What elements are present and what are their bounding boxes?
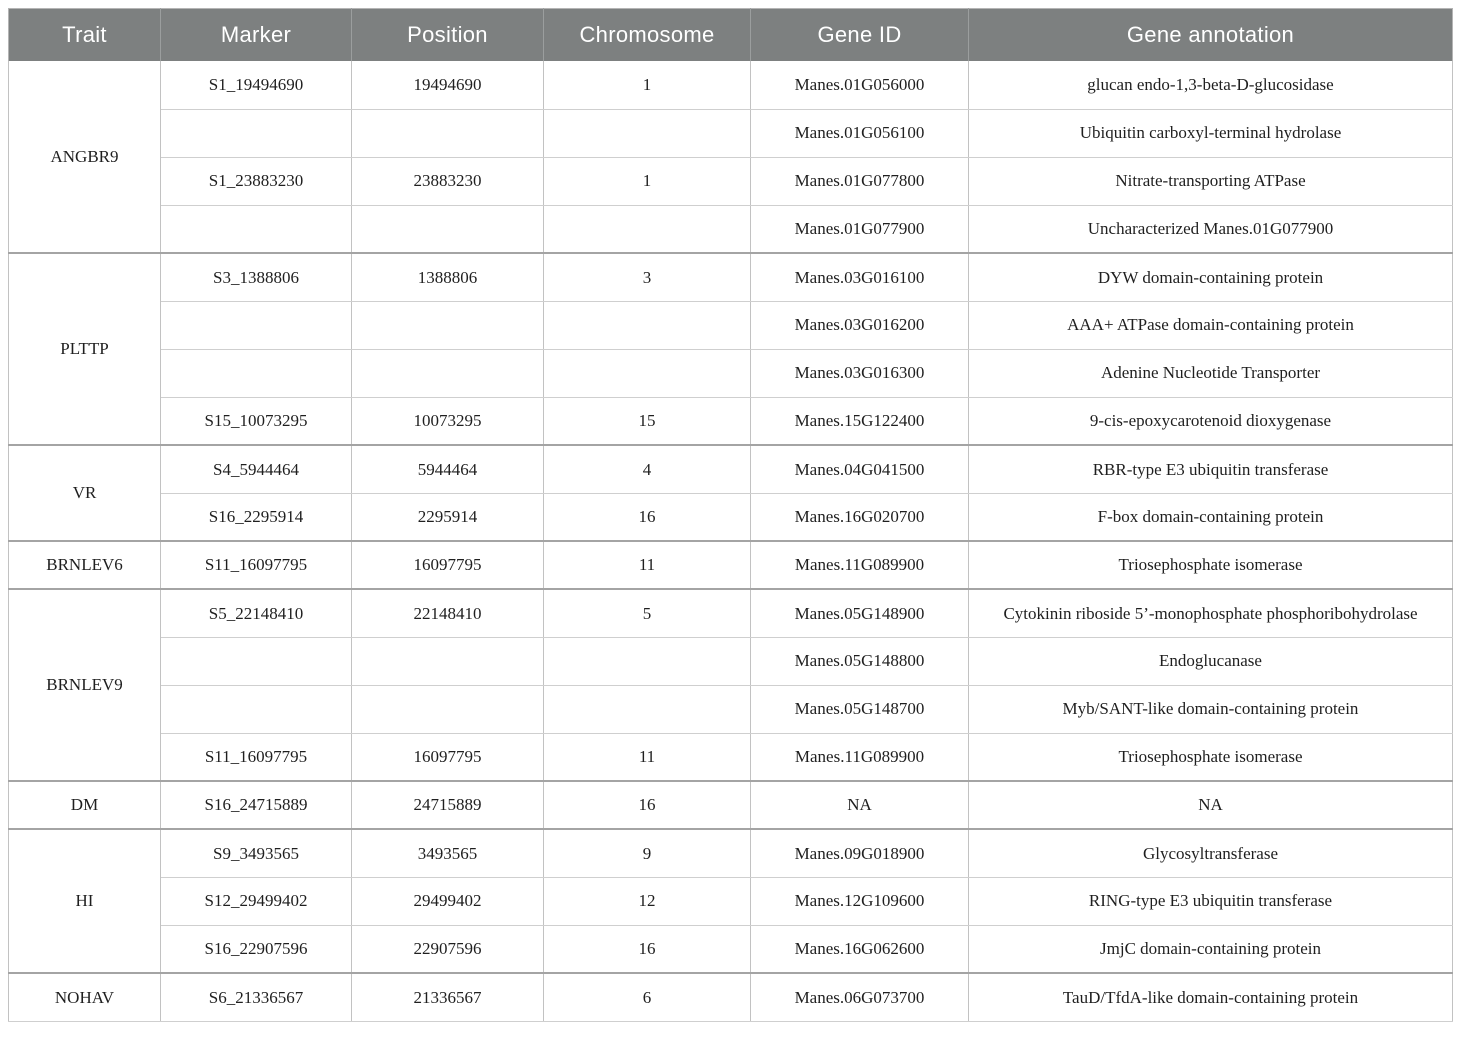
cell-marker: S3_1388806 [161, 253, 352, 301]
column-header-gene-annotation: Gene annotation [969, 9, 1453, 62]
cell-chromosome [544, 637, 751, 685]
cell-chromosome: 12 [544, 877, 751, 925]
cell-position: 1388806 [352, 253, 544, 301]
cell-position [352, 109, 544, 157]
table-row [9, 829, 1453, 877]
cell-annotation: Adenine Nucleotide Transporter [969, 349, 1453, 397]
cell-gene-id: Manes.01G077800 [751, 157, 969, 205]
cell-chromosome [544, 205, 751, 253]
cell-annotation: AAA+ ATPase domain-containing protein [969, 301, 1453, 349]
trait-cell: ANGBR9 [9, 61, 161, 253]
cell-gene-id: NA [751, 781, 969, 829]
trait-cell: DM [9, 781, 161, 829]
table-row [9, 925, 1453, 973]
cell-position: 29499402 [352, 877, 544, 925]
cell-annotation: NA [969, 781, 1453, 829]
table-row [9, 61, 1453, 109]
cell-marker [161, 349, 352, 397]
cell-position [352, 637, 544, 685]
column-header-gene-id: Gene ID [751, 9, 969, 62]
cell-marker: S11_16097795 [161, 733, 352, 781]
cell-annotation: Myb/SANT-like domain-containing protein [969, 685, 1453, 733]
cell-position: 3493565 [352, 829, 544, 877]
trait-cell: VR [9, 445, 161, 541]
cell-gene-id: Manes.05G148800 [751, 637, 969, 685]
cell-gene-id: Manes.01G056000 [751, 61, 969, 109]
cell-gene-id: Manes.11G089900 [751, 541, 969, 589]
cell-annotation: Triosephosphate isomerase [969, 733, 1453, 781]
cell-marker [161, 685, 352, 733]
cell-chromosome: 11 [544, 541, 751, 589]
cell-annotation: 9-cis-epoxycarotenoid dioxygenase [969, 397, 1453, 445]
cell-marker [161, 205, 352, 253]
cell-annotation: Triosephosphate isomerase [969, 541, 1453, 589]
cell-position [352, 685, 544, 733]
cell-position [352, 301, 544, 349]
cell-chromosome: 1 [544, 157, 751, 205]
table-row [9, 445, 1453, 493]
cell-annotation: DYW domain-containing protein [969, 253, 1453, 301]
cell-marker [161, 109, 352, 157]
table-row [9, 205, 1453, 253]
table-row [9, 733, 1453, 781]
cell-position: 23883230 [352, 157, 544, 205]
column-header-trait: Trait [9, 9, 161, 62]
table-row [9, 637, 1453, 685]
cell-gene-id: Manes.03G016100 [751, 253, 969, 301]
cell-annotation: JmjC domain-containing protein [969, 925, 1453, 973]
cell-position: 10073295 [352, 397, 544, 445]
cell-marker: S5_22148410 [161, 589, 352, 637]
cell-position [352, 349, 544, 397]
table-row [9, 781, 1453, 829]
header-row [9, 9, 1453, 62]
cell-gene-id: Manes.04G041500 [751, 445, 969, 493]
trait-cell: BRNLEV9 [9, 589, 161, 781]
table-row [9, 877, 1453, 925]
cell-marker: S15_10073295 [161, 397, 352, 445]
cell-annotation: F-box domain-containing protein [969, 493, 1453, 541]
cell-marker [161, 301, 352, 349]
cell-annotation: RING-type E3 ubiquitin transferase [969, 877, 1453, 925]
cell-chromosome [544, 109, 751, 157]
cell-gene-id: Manes.03G016300 [751, 349, 969, 397]
cell-marker: S1_19494690 [161, 61, 352, 109]
table-row [9, 109, 1453, 157]
cell-marker: S9_3493565 [161, 829, 352, 877]
cell-gene-id: Manes.09G018900 [751, 829, 969, 877]
cell-annotation: Glycosyltransferase [969, 829, 1453, 877]
cell-chromosome: 15 [544, 397, 751, 445]
cell-annotation: Uncharacterized Manes.01G077900 [969, 205, 1453, 253]
cell-position: 21336567 [352, 973, 544, 1021]
cell-gene-id: Manes.03G016200 [751, 301, 969, 349]
cell-chromosome [544, 685, 751, 733]
cell-position: 24715889 [352, 781, 544, 829]
cell-position: 2295914 [352, 493, 544, 541]
cell-chromosome: 5 [544, 589, 751, 637]
table-row [9, 349, 1453, 397]
cell-position: 16097795 [352, 541, 544, 589]
column-header-marker: Marker [161, 9, 352, 62]
trait-cell: NOHAV [9, 973, 161, 1021]
cell-gene-id: Manes.12G109600 [751, 877, 969, 925]
cell-chromosome [544, 301, 751, 349]
table-row [9, 397, 1453, 445]
cell-chromosome: 11 [544, 733, 751, 781]
column-header-position: Position [352, 9, 544, 62]
cell-marker: S11_16097795 [161, 541, 352, 589]
trait-cell: PLTTP [9, 253, 161, 445]
cell-marker: S1_23883230 [161, 157, 352, 205]
cell-position: 22148410 [352, 589, 544, 637]
table-row [9, 157, 1453, 205]
trait-cell: HI [9, 829, 161, 973]
cell-annotation: Ubiquitin carboxyl-terminal hydrolase [969, 109, 1453, 157]
cell-position [352, 205, 544, 253]
trait-cell: BRNLEV6 [9, 541, 161, 589]
table-row [9, 493, 1453, 541]
cell-annotation: RBR-type E3 ubiquitin transferase [969, 445, 1453, 493]
cell-annotation: TauD/TfdA-like domain-containing protein [969, 973, 1453, 1021]
table-row [9, 685, 1453, 733]
cell-chromosome: 4 [544, 445, 751, 493]
cell-gene-id: Manes.01G077900 [751, 205, 969, 253]
cell-chromosome: 6 [544, 973, 751, 1021]
table-body [9, 61, 1453, 1021]
table-row [9, 541, 1453, 589]
cell-marker: S16_22907596 [161, 925, 352, 973]
cell-marker: S12_29499402 [161, 877, 352, 925]
cell-position: 5944464 [352, 445, 544, 493]
column-header-chromosome: Chromosome [544, 9, 751, 62]
cell-gene-id: Manes.16G062600 [751, 925, 969, 973]
cell-gene-id: Manes.05G148700 [751, 685, 969, 733]
cell-chromosome: 9 [544, 829, 751, 877]
cell-chromosome: 1 [544, 61, 751, 109]
gwas-candidate-gene-table [8, 8, 1453, 1022]
cell-position: 22907596 [352, 925, 544, 973]
cell-gene-id: Manes.01G056100 [751, 109, 969, 157]
cell-chromosome: 3 [544, 253, 751, 301]
cell-gene-id: Manes.15G122400 [751, 397, 969, 445]
cell-chromosome [544, 349, 751, 397]
cell-marker [161, 637, 352, 685]
cell-gene-id: Manes.05G148900 [751, 589, 969, 637]
cell-gene-id: Manes.16G020700 [751, 493, 969, 541]
cell-chromosome: 16 [544, 493, 751, 541]
cell-gene-id: Manes.06G073700 [751, 973, 969, 1021]
cell-marker: S6_21336567 [161, 973, 352, 1021]
cell-gene-id: Manes.11G089900 [751, 733, 969, 781]
cell-marker: S16_24715889 [161, 781, 352, 829]
cell-chromosome: 16 [544, 925, 751, 973]
cell-marker: S4_5944464 [161, 445, 352, 493]
cell-position: 16097795 [352, 733, 544, 781]
cell-annotation: Nitrate-transporting ATPase [969, 157, 1453, 205]
table-row [9, 301, 1453, 349]
cell-annotation: glucan endo-1,3-beta-D-glucosidase [969, 61, 1453, 109]
cell-marker: S16_2295914 [161, 493, 352, 541]
table-row [9, 589, 1453, 637]
cell-position: 19494690 [352, 61, 544, 109]
table-row [9, 973, 1453, 1021]
cell-annotation: Cytokinin riboside 5’-monophosphate phosphoribohydrolase [969, 589, 1453, 637]
table-row [9, 253, 1453, 301]
cell-annotation: Endoglucanase [969, 637, 1453, 685]
cell-chromosome: 16 [544, 781, 751, 829]
